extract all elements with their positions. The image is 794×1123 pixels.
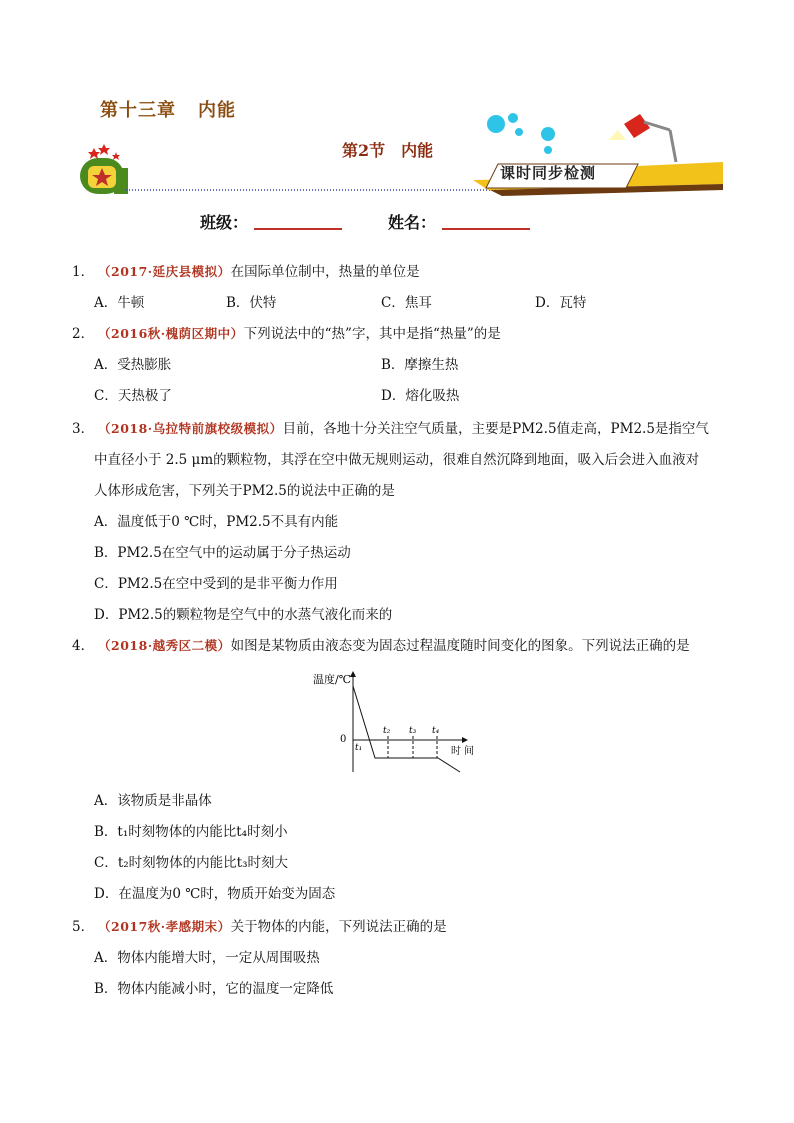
question-5	[72, 917, 447, 937]
graph-ylabel: 温度/℃	[313, 673, 352, 686]
option-d[interactable]: D．熔化吸热	[381, 388, 460, 404]
bubble-icon	[487, 115, 505, 133]
class-label: 班级：	[200, 213, 249, 232]
option-a[interactable]: A．物体内能增大时，一定从周围吸热	[94, 950, 320, 966]
option-b[interactable]: B．摩擦生热	[381, 357, 459, 373]
graph-t3: t₃	[409, 726, 417, 736]
graph-xlabel: 时 间	[451, 746, 475, 757]
banner-label: 课时同步检测	[500, 164, 597, 182]
bubble-icon	[508, 113, 518, 123]
graph-origin: 0	[340, 734, 347, 745]
question-2	[72, 324, 501, 344]
name-label: 姓名：	[388, 213, 437, 232]
graph-t2: t₂	[383, 726, 391, 736]
question-4	[72, 636, 690, 656]
question-source: （2017·延庆县模拟）	[98, 264, 231, 279]
option-d[interactable]: D．瓦特	[535, 295, 587, 311]
option-a[interactable]: A．温度低于0 ℃时，PM2.5不具有内能	[94, 514, 339, 530]
option-a[interactable]: A．该物质是非晶体	[94, 793, 212, 809]
section-number: 第2节	[342, 141, 386, 160]
option-c[interactable]: C．焦耳	[381, 295, 432, 311]
question-stem-continued: 中直径小于 2.5 μm的颗粒物，其浮在空中做无规则运动，很难自然沉降到地面，吸入后会进入血液对	[94, 452, 700, 468]
question-source: （2016秋·槐荫区期中）	[98, 326, 244, 341]
temperature-time-graph	[300, 668, 500, 778]
question-stem: 关于物体的内能，下列说法正确的是	[230, 919, 447, 935]
student-info-line	[200, 210, 530, 233]
name-blank[interactable]	[442, 214, 530, 230]
bubble-icon	[544, 146, 552, 154]
question-stem: 如图是某物质由液态变为固态过程温度随时间变化的图象。下列说法正确的是	[230, 638, 690, 654]
question-3	[72, 419, 709, 439]
question-source: （2018·乌拉特前旗校级模拟）	[98, 421, 283, 436]
bubble-icon	[541, 127, 555, 141]
section-title	[342, 138, 433, 161]
option-c[interactable]: C．t₂时刻物体的内能比t₃时刻大	[94, 855, 289, 871]
option-a[interactable]: A．牛顿	[94, 295, 145, 311]
option-a[interactable]: A．受热膨胀	[94, 357, 172, 373]
star-badge-icon	[80, 144, 128, 194]
question-source: （2018·越秀区二模）	[98, 638, 231, 653]
question-number: 5．	[72, 919, 95, 935]
option-d[interactable]: D．PM2.5的颗粒物是空气中的水蒸气液化而来的	[94, 607, 393, 623]
question-stem: 在国际单位制中，热量的单位是	[230, 264, 420, 280]
question-stem: 下列说法中的“热”字，其中是指“热量”的是	[243, 326, 501, 342]
graph-t4: t₄	[432, 726, 440, 736]
option-c[interactable]: C．PM2.5在空中受到的是非平衡力作用	[94, 576, 338, 592]
option-d[interactable]: D．在温度为0 ℃时，物质开始变为固态	[94, 886, 336, 902]
option-b[interactable]: B．PM2.5在空气中的运动属于分子热运动	[94, 545, 351, 561]
question-number: 3．	[72, 421, 95, 437]
option-b[interactable]: B．伏特	[226, 295, 277, 311]
chapter-name: 内能	[198, 100, 236, 121]
section-name: 内能	[401, 141, 434, 160]
question-stem-continued: 人体形成危害，下列关于PM2.5的说法中正确的是	[94, 483, 395, 499]
question-number: 1．	[72, 264, 95, 280]
question-stem: 目前，各地十分关注空气质量，主要是PM2.5值走高，PM2.5是指空气	[282, 421, 709, 437]
question-source: （2017秋·孝感期末）	[98, 919, 231, 934]
lamp-icon	[608, 114, 676, 162]
option-b[interactable]: B．物体内能减小时，它的温度一定降低	[94, 981, 334, 997]
bubble-icon	[515, 128, 523, 136]
option-b[interactable]: B．t₁时刻物体的内能比t₄时刻小	[94, 824, 288, 840]
graph-t1: t₁	[355, 743, 363, 753]
class-blank[interactable]	[254, 214, 342, 230]
question-number: 2．	[72, 326, 95, 342]
temperature-curve	[353, 686, 460, 772]
question-1	[72, 262, 420, 282]
chapter-number: 第十三章	[100, 100, 176, 121]
option-c[interactable]: C．天热极了	[94, 388, 172, 404]
question-number: 4．	[72, 638, 95, 654]
